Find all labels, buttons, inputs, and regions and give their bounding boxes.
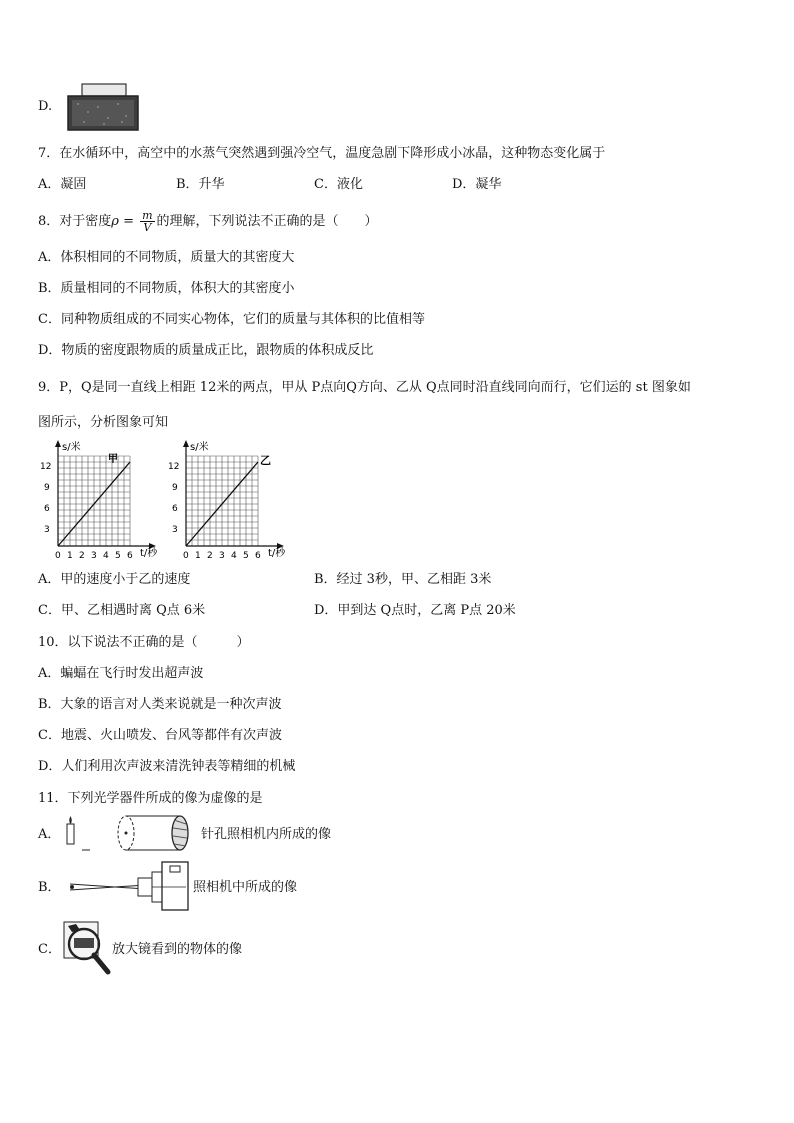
q11-option-b-label: B． xyxy=(38,880,61,895)
graph-jia-ytick-12: 12 xyxy=(40,462,52,472)
magnifier-handle xyxy=(94,955,108,972)
graph-jia-ytick-9: 9 xyxy=(44,483,50,493)
q9-stem-line1: 9．P，Q是同一直线上相距 12米的两点，甲从 P点向Q方向、乙从 Q点同时沿直线同向而行，它们运的 st 图象如 xyxy=(38,380,691,395)
q8-option-c: C．同种物质组成的不同实心物体，它们的质量与其体积的比值相等 xyxy=(38,312,425,327)
q10-option-d: D．人们利用次声波来清洗钟表等精细的机械 xyxy=(38,759,296,774)
graph-jia-xtick-5: 5 xyxy=(115,551,121,561)
q11-option-b-text: 照相机中所成的像 xyxy=(193,880,298,895)
q8-stem-pre: 8．对于密度 xyxy=(38,214,112,229)
graph-jia-xtick-3: 3 xyxy=(91,551,97,561)
pinhole-dot xyxy=(125,832,128,835)
q7-option-c: C．液化 xyxy=(314,177,363,192)
lens-barrel xyxy=(138,878,152,896)
q11-option-a-text: 针孔照相机内所成的像 xyxy=(201,827,332,842)
graph-yi xyxy=(164,438,290,564)
q9-option-c: C．甲、乙相遇时离 Q点 6米 xyxy=(38,603,206,618)
q7-stem: 7．在水循环中，高空中的水蒸气突然遇到强冷空气，温度急剧下降形成小冰晶，这种物态变化属于 xyxy=(38,146,606,161)
q9-option-a: A．甲的速度小于乙的速度 xyxy=(38,572,191,587)
q10-option-b: B．大象的语言对人类来说就是一种次声波 xyxy=(38,697,282,712)
graph-jia-xticks xyxy=(55,551,133,561)
q8-option-a: A．体积相同的不同物质，质量大的其密度大 xyxy=(38,250,295,265)
graph-jia-xlabel: t/秒 xyxy=(140,548,158,559)
q11-stem: 11．下列光学器件所成的像为虚像的是 xyxy=(38,791,263,806)
q8-stem xyxy=(38,210,378,233)
q9-option-b: B．经过 3秒，甲、乙相距 3米 xyxy=(314,572,492,587)
q9-option-d: D．甲到达 Q点时，乙离 P点 20米 xyxy=(314,603,516,618)
graph-yi-xlabel: t/秒 xyxy=(268,548,286,559)
graph-yi-xtick-0: 0 xyxy=(183,551,189,561)
q7-option-a: A．凝固 xyxy=(38,177,87,192)
graph-yi-ytick-3: 3 xyxy=(172,525,178,535)
graph-jia-ytick-6: 6 xyxy=(44,504,50,514)
graph-yi-y-arrow xyxy=(183,440,189,447)
graph-jia-ytick-3: 3 xyxy=(44,525,50,535)
graph-jia-line-label: 甲 xyxy=(108,454,118,465)
pinhole-camera-image xyxy=(62,812,202,854)
graph-yi-xtick-3: 3 xyxy=(219,551,225,561)
graph-yi-xtick-4: 4 xyxy=(231,551,237,561)
equals-sign: = xyxy=(118,214,139,229)
fraction-numerator: m xyxy=(142,209,153,222)
q8-option-d: D．物质的密度跟物质的质量成正比，跟物质的体积成反比 xyxy=(38,343,374,358)
q11-option-c-label: C． xyxy=(38,942,61,957)
fraction-denominator: V xyxy=(143,221,152,234)
q6-option-d-label: D. xyxy=(38,99,53,114)
density-fraction xyxy=(140,210,154,233)
q7-option-b: B．升华 xyxy=(176,177,225,192)
q11-option-c-text: 放大镜看到的物体的像 xyxy=(112,942,243,957)
graph-yi-yticks xyxy=(168,462,179,535)
magnifier-image xyxy=(58,918,114,978)
graph-jia-xtick-1: 1 xyxy=(67,551,73,561)
graph-yi-ytick-12: 12 xyxy=(168,462,180,472)
candle-body xyxy=(67,824,74,844)
q8-stem-post: 的理解，下列说法不正确的是（ ） xyxy=(156,214,378,229)
graph-yi-xtick-2: 2 xyxy=(207,551,213,561)
graph-yi-line-label: 乙 xyxy=(260,454,271,467)
graph-yi-xtick-5: 5 xyxy=(243,551,249,561)
q10-option-a: A．蝙蝠在飞行时发出超声波 xyxy=(38,666,204,681)
q8-option-b: B．质量相同的不同物质，体积大的其密度小 xyxy=(38,281,295,296)
q6-option-d-image xyxy=(64,82,142,132)
object-dot xyxy=(70,885,74,889)
graph-jia-yticks xyxy=(40,462,51,535)
graph-yi-xticks xyxy=(183,551,261,561)
graph-yi-xtick-1: 1 xyxy=(195,551,201,561)
q10-stem: 10．以下说法不正确的是（ ） xyxy=(38,635,250,650)
graph-jia-xtick-6: 6 xyxy=(127,551,133,561)
q11-option-a-label: A． xyxy=(38,827,61,842)
graph-jia-xtick-0: 0 xyxy=(55,551,61,561)
q10-option-c: C．地震、火山喷发、台风等都伴有次声波 xyxy=(38,728,282,743)
viewfinder xyxy=(170,866,180,872)
graph-yi-ytick-9: 9 xyxy=(172,483,178,493)
candle-flame-icon xyxy=(69,816,72,824)
rho-symbol: ρ xyxy=(111,214,119,229)
camera-image xyxy=(62,858,194,912)
graph-yi-xtick-6: 6 xyxy=(255,551,261,561)
q7-option-d: D．凝华 xyxy=(452,177,502,192)
graph-jia-xtick-4: 4 xyxy=(103,551,109,561)
graph-jia-xtick-2: 2 xyxy=(79,551,85,561)
graph-yi-ylabel: s/米 xyxy=(190,442,209,453)
graph-jia-ylabel: s/米 xyxy=(62,442,81,453)
magnified-content xyxy=(74,938,94,948)
graph-jia xyxy=(36,438,162,564)
graph-jia-y-arrow xyxy=(55,440,61,447)
graph-yi-ytick-6: 6 xyxy=(172,504,178,514)
light-ray-1 xyxy=(70,884,146,889)
q9-stem-line2: 图所示，分析图象可知 xyxy=(38,415,169,430)
light-ray-2 xyxy=(70,885,146,890)
